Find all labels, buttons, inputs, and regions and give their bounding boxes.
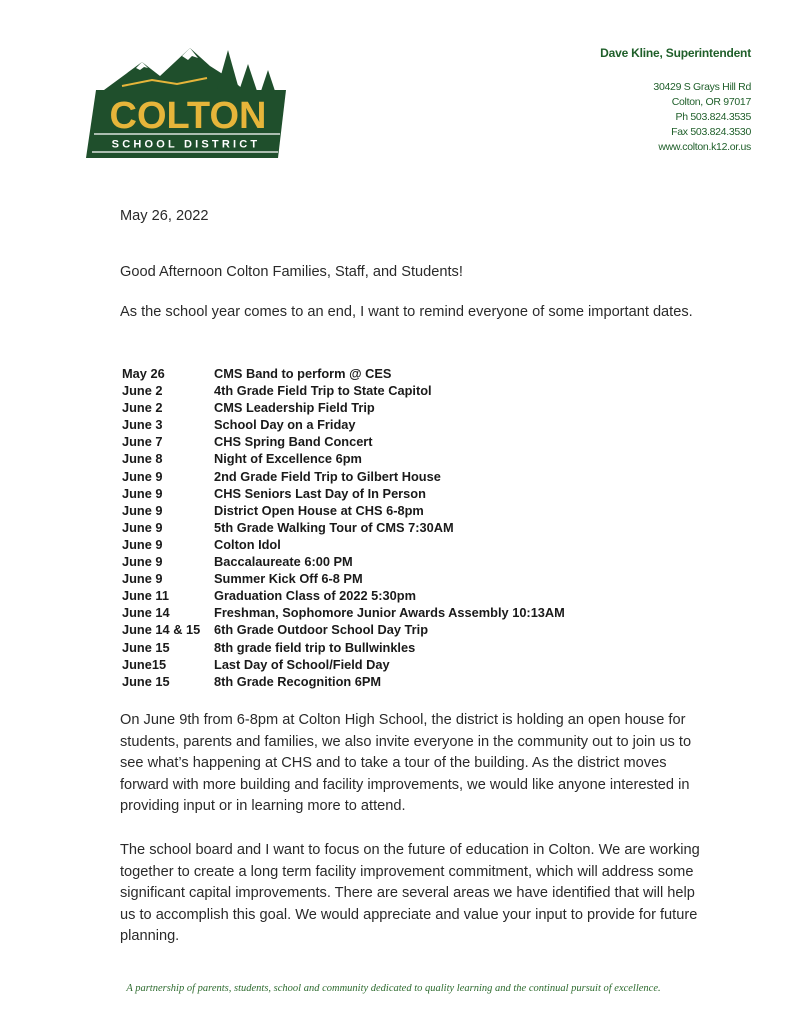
- date-row: [122, 656, 565, 673]
- date-row: [122, 468, 565, 485]
- event-description: Graduation Class of 2022 5:30pm: [214, 588, 416, 604]
- superintendent-name: Dave Kline, Superintendent: [600, 46, 751, 60]
- event-date: June 15: [122, 673, 170, 689]
- footer-motto: A partnership of parents, students, school and community dedicated to quality learning and the continual pursuit of excellence.: [126, 983, 661, 994]
- date-row: [122, 621, 565, 638]
- event-date: June 11: [122, 588, 169, 604]
- date-row: [122, 416, 565, 433]
- event-date: May 26: [122, 366, 165, 381]
- date-row: [122, 365, 565, 382]
- letter-intro: As the school year comes to an end, I want to remind everyone of some important dates.: [120, 304, 693, 320]
- date-row: [122, 639, 565, 656]
- event-date: June 9: [122, 571, 163, 587]
- event-date: June 14: [122, 605, 170, 621]
- facility-planning-paragraph: The school board and I want to focus on the future of education in Colton. We are working together to create a long term facility improvement commitment, which will address some significant capital improvements. There are several areas we have identified that will help us to accomplish this goal. We would appreciate and value your input to provide for future planning.: [120, 842, 700, 944]
- event-date: June 3: [122, 417, 163, 433]
- date-row: [122, 553, 565, 570]
- event-date: June 9: [122, 554, 163, 570]
- event-description: CMS Leadership Field Trip: [214, 400, 375, 416]
- event-description: CHS Seniors Last Day of In Person: [214, 485, 426, 501]
- event-date: June 15: [122, 639, 170, 655]
- contact-fax: Fax 503.824.3530: [671, 126, 751, 138]
- colton-school-district-logo: [82, 40, 296, 162]
- date-row: [122, 433, 565, 450]
- event-description: Last Day of School/Field Day: [214, 656, 390, 672]
- event-description: CMS Band to perform @ CES: [214, 366, 392, 381]
- date-row: [122, 519, 565, 536]
- contact-city: Colton, OR 97017: [671, 96, 751, 108]
- date-row: [122, 536, 565, 553]
- date-row: [122, 399, 565, 416]
- event-date: June 14 & 15: [122, 622, 201, 638]
- event-date: June 9: [122, 502, 163, 518]
- contact-address: 30429 S Grays Hill Rd: [653, 81, 751, 93]
- event-date: June 9: [122, 485, 163, 501]
- event-date: June 7: [122, 434, 163, 450]
- event-description: District Open House at CHS 6-8pm: [214, 502, 424, 518]
- event-date: June 2: [122, 400, 163, 416]
- event-description: 2nd Grade Field Trip to Gilbert House: [214, 468, 441, 484]
- letter-date: May 26, 2022: [120, 208, 209, 224]
- event-description: Summer Kick Off 6-8 PM: [214, 571, 363, 587]
- contact-phone: Ph 503.824.3535: [675, 111, 751, 123]
- event-date: June 9: [122, 468, 163, 484]
- event-date: June15: [122, 656, 167, 672]
- event-description: 4th Grade Field Trip to State Capitol: [214, 383, 432, 399]
- event-description: School Day on a Friday: [214, 417, 356, 433]
- event-description: 8th grade field trip to Bullwinkles: [214, 639, 416, 655]
- date-row: [122, 382, 565, 399]
- event-date: June 9: [122, 536, 163, 552]
- date-row: [122, 502, 565, 519]
- logo-name: COLTON: [109, 95, 267, 137]
- contact-website: www.colton.k12.or.us: [658, 141, 751, 153]
- event-description: 8th Grade Recognition 6PM: [214, 673, 382, 689]
- event-date: June 9: [122, 519, 163, 535]
- event-description: 6th Grade Outdoor School Day Trip: [214, 622, 429, 638]
- event-description: Night of Excellence 6pm: [214, 451, 362, 467]
- date-row: [122, 604, 565, 621]
- event-date: June 8: [122, 451, 163, 467]
- letterhead-contact: [600, 46, 751, 155]
- event-description: Colton Idol: [214, 536, 281, 552]
- date-row: [122, 485, 565, 502]
- letter-greeting: Good Afternoon Colton Families, Staff, and Students!: [120, 264, 463, 280]
- event-description: Baccalaureate 6:00 PM: [214, 554, 353, 570]
- event-description: Freshman, Sophomore Junior Awards Assembly 10:13AM: [214, 605, 565, 621]
- event-description: CHS Spring Band Concert: [214, 434, 373, 450]
- date-row: [122, 587, 565, 604]
- open-house-paragraph: On June 9th from 6-8pm at Colton High School, the district is holding an open house for students, parents and families, we also invite everyone in the community out to join us to see what’s happening at CHS and to take a tour of the building. As the district moves forward with more building and facility improvements, we would like anyone interested in providing input or in learning more to attend.: [120, 712, 692, 814]
- event-date: June 2: [122, 383, 163, 399]
- date-row: [122, 673, 565, 690]
- event-description: 5th Grade Walking Tour of CMS 7:30AM: [214, 519, 454, 535]
- important-dates-list: [122, 365, 565, 690]
- date-row: [122, 450, 565, 467]
- logo-subtitle: SCHOOL DISTRICT: [111, 138, 261, 151]
- date-row: [122, 570, 565, 587]
